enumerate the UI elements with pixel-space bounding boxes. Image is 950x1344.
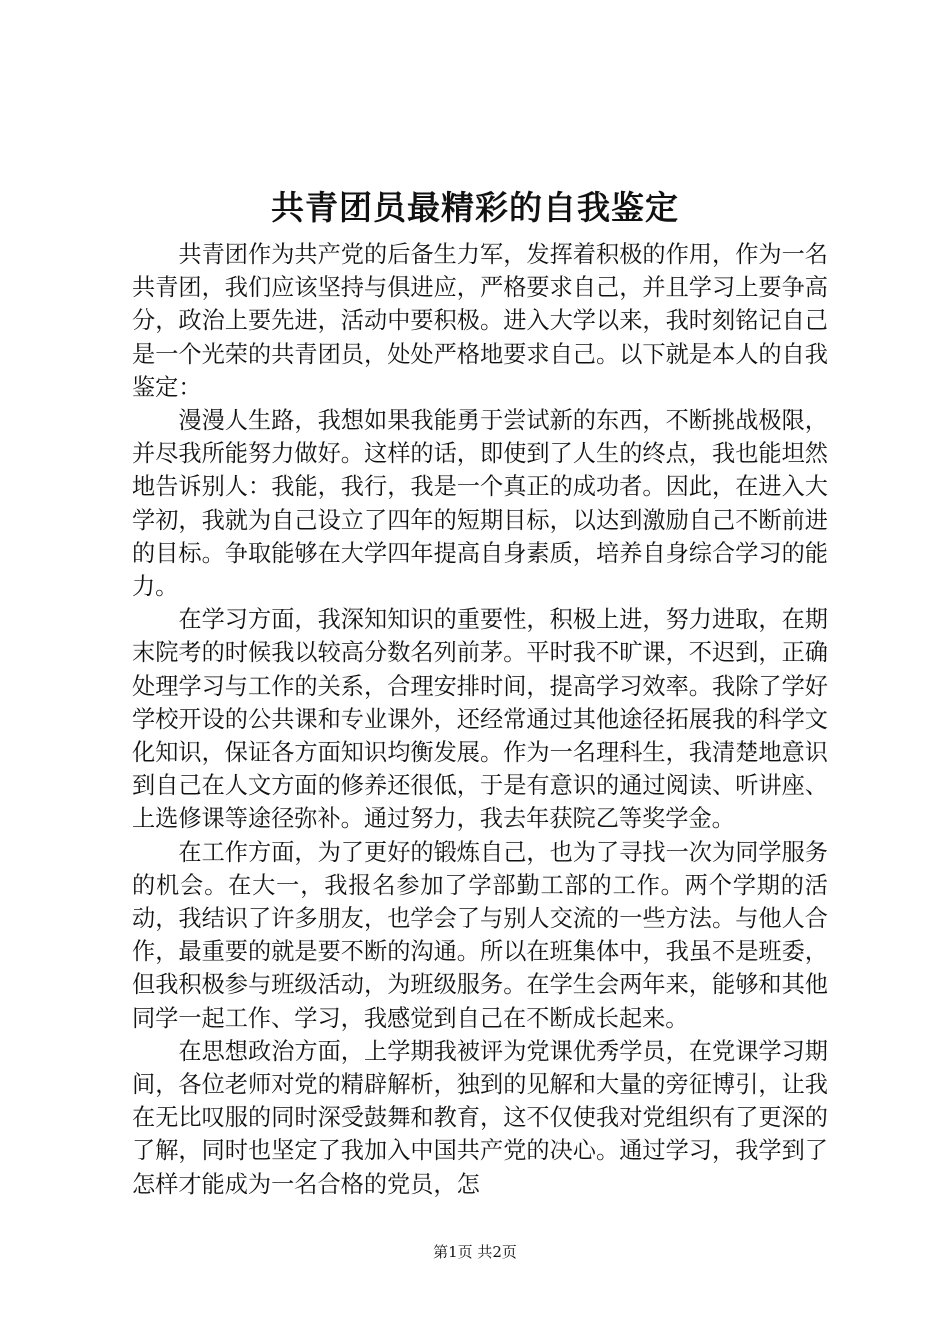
paragraph-politics: 在思想政治方面，上学期我被评为党课优秀学员，在党课学习期间，各位老师对党的精辟解析，独到的见解和大量的旁征博引，让我在无比叹服的同时深受鼓舞和教育，这不仅使我对党组织有了更深的了解，同时也坚定了我加入中国共产党的决心。通过学习，我学到了怎样才能成为一名合格的党员，怎 — [132, 1037, 828, 1198]
page-number-footer: 第1页 共2页 — [433, 1243, 517, 1261]
document-body — [132, 238, 828, 1201]
paragraph-work: 在工作方面，为了更好的锻炼自己，也为了寻找一次为同学服务的机会。在大一，我报名参加了学部勤工部的工作。两个学期的活动，我结识了许多朋友，也学会了与别人交流的一些方法。与他人合作，最重要的就是要不断的沟通。所以在班集体中，我虽不是班委，但我积极参与班级活动，为班级服务。在学生会两年来，能够和其他同学一起工作、学习，我感觉到自己在不断成长起来。 — [132, 838, 828, 1032]
paragraph-intro: 共青团作为共产党的后备生力军，发挥着积极的作用，作为一名共青团，我们应该坚持与俱进应，严格要求自己，并且学习上要争高分，政治上要先进，活动中要积极。进入大学以来，我时刻铭记自己是一个光荣的共青团员，处处严格地要求自己。以下就是本人的自我鉴定： — [132, 241, 828, 401]
paragraph-life-goals: 漫漫人生路，我想如果我能勇于尝试新的东西，不断挑战极限，并尽我所能努力做好。这样的话，即使到了人生的终点，我也能坦然地告诉别人：我能，我行，我是一个真正的成功者。因此，在进入大学初，我就为自己设立了四年的短期目标，以达到激励自己不断前进的目标。争取能够在大学四年提高自身素质，培养自身综合学习的能力。 — [132, 407, 828, 601]
paragraph-study: 在学习方面，我深知知识的重要性，积极上进，努力进取，在期末院考的时候我以较高分数名列前茅。平时我不旷课，不迟到，正确处理学习与工作的关系，合理安排时间，提高学习效率。我除了学好学校开设的公共课和专业课外，还经常通过其他途径拓展我的科学文化知识，保证各方面知识均衡发展。作为一名理科生，我清楚地意识到自己在人文方面的修养还很低，于是有意识的通过阅读、听讲座、上选修课等途径弥补。通过努力，我去年获院乙等奖学金。 — [132, 606, 828, 833]
document-title: 共青团员最精彩的自我鉴定 — [271, 188, 679, 227]
